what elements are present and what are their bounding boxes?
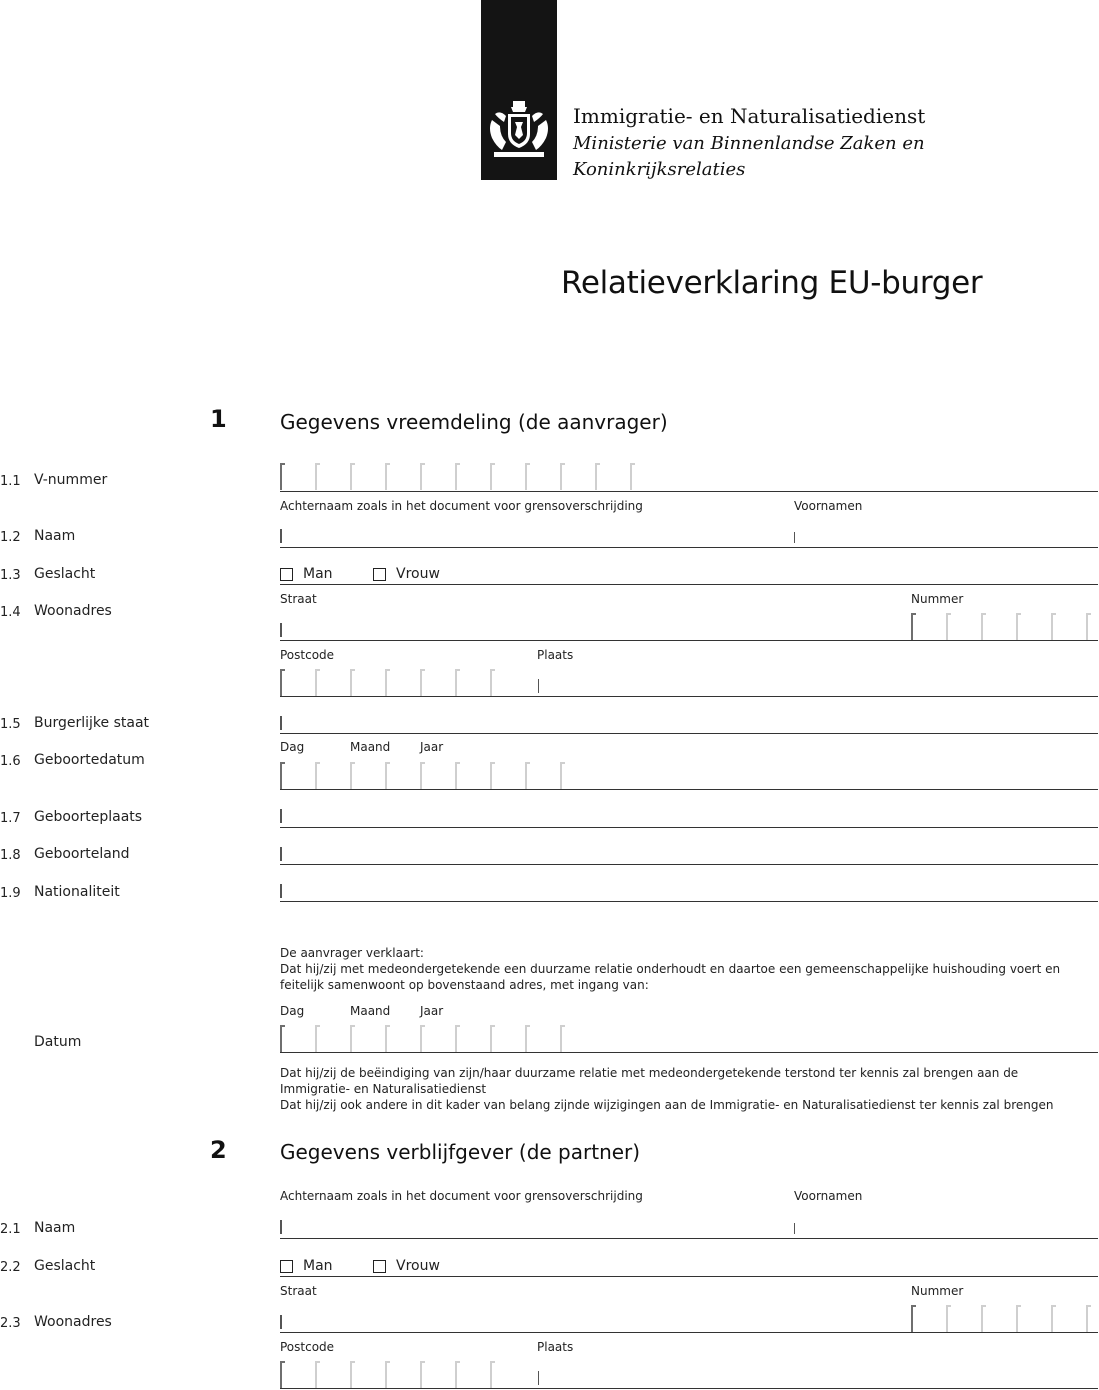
digit-box	[525, 762, 527, 789]
naam-label: Naam	[34, 1220, 76, 1236]
man-checkbox[interactable]	[280, 1260, 293, 1273]
huisnummer-input[interactable]	[911, 613, 1096, 641]
digit-box	[1051, 1305, 1053, 1332]
geslacht-label: Geslacht	[34, 566, 96, 582]
field-number: 1.1	[0, 474, 21, 489]
geboorteplaats-input[interactable]	[280, 806, 1090, 826]
partner-voornamen-input[interactable]	[794, 1219, 1094, 1237]
plaats-sublabel: Plaats	[537, 648, 574, 662]
digit-box	[455, 669, 457, 696]
digit-box	[490, 1361, 492, 1388]
input-cursor	[538, 1371, 539, 1385]
achternaam-sublabel: Achternaam zoals in het document voor grensoverschrijding	[280, 499, 643, 513]
field-number: 2.2	[0, 1260, 21, 1275]
digit-box	[1086, 613, 1088, 640]
digit-box	[420, 1025, 422, 1052]
digit-box	[911, 1305, 913, 1332]
field-number: 1.2	[0, 530, 21, 545]
maand-sublabel: Maand	[350, 740, 391, 754]
ingangsdatum-input[interactable]	[280, 1025, 570, 1053]
partner-huisnummer-input[interactable]	[911, 1305, 1096, 1333]
field-underline	[280, 1388, 1098, 1389]
field-underline	[280, 1332, 1098, 1333]
partner-straat-input[interactable]	[280, 1312, 900, 1332]
digit-box	[315, 1361, 317, 1388]
org-ministry-line2: Koninkrijksrelaties	[573, 159, 746, 180]
field-underline	[280, 864, 1098, 865]
digit-box	[385, 463, 387, 490]
input-cursor	[280, 884, 282, 898]
field-underline	[280, 901, 1098, 902]
digit-box	[1086, 1305, 1088, 1332]
digit-box	[280, 463, 282, 490]
woonadres-label: Woonadres	[34, 603, 112, 619]
digit-box	[385, 669, 387, 696]
field-underline	[280, 491, 1098, 492]
digit-box	[350, 1025, 352, 1052]
voornamen-sublabel: Voornamen	[794, 499, 863, 513]
vrouw-checkbox[interactable]	[373, 568, 386, 581]
digit-box	[490, 463, 492, 490]
digit-box	[455, 762, 457, 789]
geslacht-label: Geslacht	[34, 1258, 96, 1274]
section2-number: 2	[210, 1136, 227, 1164]
field-number: 2.3	[0, 1316, 21, 1331]
digit-box	[385, 762, 387, 789]
digit-box	[560, 463, 562, 490]
digit-box	[911, 613, 913, 640]
voornamen-sublabel: Voornamen	[794, 1189, 863, 1203]
nationaliteit-label: Nationaliteit	[34, 884, 120, 900]
digit-box	[560, 1025, 562, 1052]
digit-box	[490, 669, 492, 696]
digit-box	[1016, 1305, 1018, 1332]
digit-box	[981, 613, 983, 640]
straat-sublabel: Straat	[280, 592, 317, 606]
geboorteland-input[interactable]	[280, 844, 1090, 864]
field-underline	[280, 789, 1098, 790]
vrouw-label: Vrouw	[396, 1258, 440, 1274]
burgerlijke-staat-label: Burgerlijke staat	[34, 715, 150, 731]
field-number: 1.6	[0, 754, 21, 769]
datum-label: Datum	[34, 1034, 82, 1050]
digit-box	[525, 463, 527, 490]
geboortedatum-label: Geboortedatum	[34, 752, 145, 768]
input-cursor	[280, 716, 282, 730]
man-checkbox[interactable]	[280, 568, 293, 581]
digit-box	[280, 669, 282, 696]
field-number: 1.4	[0, 605, 21, 620]
input-cursor	[280, 529, 282, 543]
section1-title: Gegevens vreemdeling (de aanvrager)	[280, 410, 668, 434]
input-cursor	[280, 809, 282, 823]
straat-input[interactable]	[280, 620, 900, 640]
vnummer-label: V-nummer	[34, 472, 108, 488]
field-underline	[280, 640, 1098, 641]
jaar-sublabel: Jaar	[420, 740, 444, 754]
field-underline	[280, 1276, 1098, 1277]
digit-box	[385, 1361, 387, 1388]
field-underline	[280, 584, 1098, 585]
digit-box	[385, 1025, 387, 1052]
input-cursor	[280, 1315, 282, 1329]
voornamen-input[interactable]	[794, 528, 1094, 546]
partner-postcode-input[interactable]	[280, 1361, 500, 1389]
vnummer-input[interactable]	[280, 463, 640, 493]
logo-ribbon	[481, 0, 557, 180]
digit-box	[420, 463, 422, 490]
org-name: Immigratie- en Naturalisatiedienst	[573, 104, 926, 128]
digit-box	[455, 1361, 457, 1388]
digit-box	[1051, 613, 1053, 640]
digit-box	[525, 1025, 527, 1052]
section2-title: Gegevens verblijfgever (de partner)	[280, 1140, 641, 1164]
field-number: 1.3	[0, 568, 21, 583]
postcode-sublabel: Postcode	[280, 648, 335, 662]
digit-box	[490, 1025, 492, 1052]
digit-box	[560, 762, 562, 789]
dag-sublabel: Dag	[280, 740, 305, 754]
digit-box	[420, 1361, 422, 1388]
org-ministry-line1: Ministerie van Binnenlandse Zaken en	[573, 133, 925, 154]
form-title: Relatieverklaring EU-burger	[561, 265, 983, 301]
vrouw-label: Vrouw	[396, 566, 440, 582]
digit-box	[630, 463, 632, 490]
field-number: 2.1	[0, 1222, 21, 1237]
digit-box	[315, 1025, 317, 1052]
digit-box	[350, 463, 352, 490]
burgerlijke-staat-input[interactable]	[280, 713, 1090, 733]
geboorteland-label: Geboorteland	[34, 846, 130, 862]
input-cursor	[280, 1220, 282, 1234]
input-cursor	[280, 623, 282, 637]
field-underline	[280, 1052, 1098, 1053]
input-cursor	[280, 847, 282, 861]
digit-box	[420, 669, 422, 696]
declaration-text-3: Dat hij/zij ook andere in dit kader van belang zijnde wijzigingen aan de Immigratie- en Naturalisatiedienst ter kennis zal brengen	[280, 1098, 1054, 1112]
man-label: Man	[303, 566, 333, 582]
declaration-intro: De aanvrager verklaart:	[280, 946, 424, 960]
digit-box	[315, 762, 317, 789]
digit-box	[455, 1025, 457, 1052]
nummer-sublabel: Nummer	[911, 592, 964, 606]
digit-box	[280, 762, 282, 789]
nationaliteit-input[interactable]	[280, 881, 1090, 901]
coat-of-arms-icon	[486, 98, 552, 162]
postcode-input[interactable]	[280, 669, 500, 697]
field-underline	[280, 547, 1098, 548]
digit-box	[1016, 613, 1018, 640]
digit-box	[280, 1025, 282, 1052]
field-underline	[280, 696, 1098, 697]
straat-sublabel: Straat	[280, 1284, 317, 1298]
naam-label: Naam	[34, 528, 76, 544]
input-cursor	[794, 532, 795, 543]
digit-box	[981, 1305, 983, 1332]
field-underline	[280, 733, 1098, 734]
section1-number: 1	[210, 405, 227, 433]
declaration-text: Dat hij/zij met medeondergetekende een duurzame relatie onderhoudt en daartoe een gemeenschappelijke huishouding voert en feitelijk samenwoont op bovenstaand adres, met ingang van:	[280, 962, 1061, 992]
declaration-text-2: Dat hij/zij de beëindiging van zijn/haar duurzame relatie met medeondergetekende terstond ter kennis zal brengen aan de Immigratie- en Naturalisatiedienst	[280, 1066, 1019, 1096]
digit-box	[490, 762, 492, 789]
plaats-input[interactable]	[537, 676, 1087, 696]
partner-achternaam-input[interactable]	[280, 1219, 790, 1237]
geboortedatum-input[interactable]	[280, 762, 570, 790]
woonadres-label: Woonadres	[34, 1314, 112, 1330]
achternaam-input[interactable]	[280, 528, 790, 546]
achternaam-sublabel: Achternaam zoals in het document voor grensoverschrijding	[280, 1189, 643, 1203]
field-underline	[280, 1238, 1098, 1239]
field-number: 1.9	[0, 886, 21, 901]
digit-box	[315, 669, 317, 696]
dag-sublabel: Dag	[280, 1004, 305, 1018]
digit-box	[946, 613, 948, 640]
field-number: 1.8	[0, 848, 21, 863]
digit-box	[420, 762, 422, 789]
input-cursor	[538, 679, 539, 693]
nummer-sublabel: Nummer	[911, 1284, 964, 1298]
digit-box	[350, 762, 352, 789]
vrouw-checkbox[interactable]	[373, 1260, 386, 1273]
jaar-sublabel: Jaar	[420, 1004, 444, 1018]
digit-box	[315, 463, 317, 490]
field-number: 1.7	[0, 811, 21, 826]
digit-box	[946, 1305, 948, 1332]
digit-box	[595, 463, 597, 490]
maand-sublabel: Maand	[350, 1004, 391, 1018]
postcode-sublabel: Postcode	[280, 1340, 335, 1354]
man-label: Man	[303, 1258, 333, 1274]
field-number: 1.5	[0, 717, 21, 732]
geboorteplaats-label: Geboorteplaats	[34, 809, 143, 825]
digit-box	[280, 1361, 282, 1388]
field-underline	[280, 827, 1098, 828]
plaats-sublabel: Plaats	[537, 1340, 574, 1354]
digit-box	[350, 669, 352, 696]
digit-box	[455, 463, 457, 490]
partner-plaats-input[interactable]	[537, 1368, 1087, 1388]
digit-box	[350, 1361, 352, 1388]
input-cursor	[794, 1223, 795, 1234]
